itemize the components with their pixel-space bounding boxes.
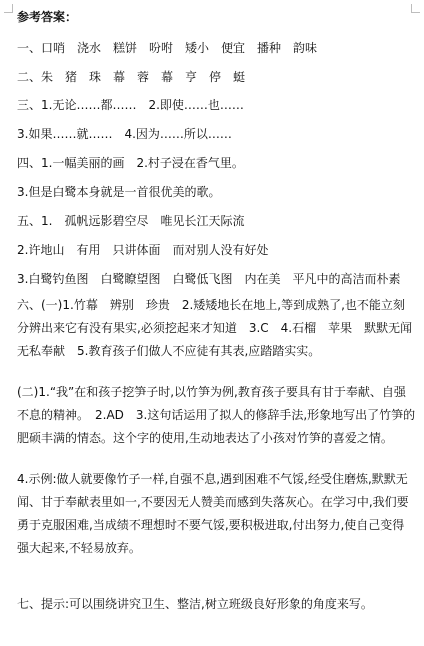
section-4-line-2: 3.但是白鹭本身就是一首很优美的歌。 bbox=[17, 185, 221, 199]
section-3-line-1: 三、1.无论……都…… 2.即使……也…… bbox=[17, 98, 244, 112]
section-1-line: 一、口哨 浇水 糕饼 吩咐 矮小 便宜 播种 韵味 bbox=[17, 41, 318, 55]
section-4-line-1: 四、1.一幅美丽的画 2.村子浸在香气里。 bbox=[17, 156, 244, 170]
section-3-line-2: 3.如果……就…… 4.因为……所以…… bbox=[17, 127, 232, 141]
section-5-line-2: 2.许地山 有用 只讲体面 而对别人没有好处 bbox=[17, 243, 269, 257]
page-corner-mark bbox=[4, 4, 13, 13]
section-2-line: 二、朱 猪 珠 幕 蓉 幕 亨 停 蜓 bbox=[17, 70, 246, 84]
section-6-question-4: 4.示例:做人就要像竹子一样,自强不息,遇到困难不气馁,经受住磨炼,默默无闻、甘于奉献表里如一,不要因无人赞美而感到失落灰心。在学习中,我们要勇于克服困难,当成绩不理想时不要气馁,要积极进取,付出努力,使自己变得强大起来,不轻易放弃。 bbox=[17, 472, 409, 555]
answer-title: 参考答案： bbox=[17, 10, 78, 24]
section-7-line: 七、提示:可以围绕讲究卫生、整洁,树立班级良好形象的角度来写。 bbox=[17, 597, 373, 611]
section-5-line-1: 五、1. 孤帆远影碧空尽 唯见长江天际流 bbox=[17, 214, 245, 228]
section-6-part-1: 六、(一)1.竹幕 辨别 珍贵 2.矮矮地长在地上,等到成熟了,也不能立刻分辨出来它有没有果实,必须挖起来才知道 3.C 4.石榴 苹果 默默无闻 无私奉献 5.教育孩子们做人不应徒有其表,应踏踏实实。 bbox=[17, 298, 424, 358]
section-6-part-2: (二)1.“我”在和孩子挖笋子时,以竹笋为例,教育孩子要具有甘于奉献、自强不息的精神。 2.AD 3.这句话运用了拟人的修辞手法,形象地写出了竹笋的肥硕丰满的情态。这个字的使用,生动地表达了小孩对竹笋的喜爱之情。 bbox=[17, 385, 416, 445]
section-5-line-3: 3.白鹭钓鱼图 白鹭瞭望图 白鹭低飞图 内在美 平凡中的高洁而朴素 bbox=[17, 272, 401, 286]
